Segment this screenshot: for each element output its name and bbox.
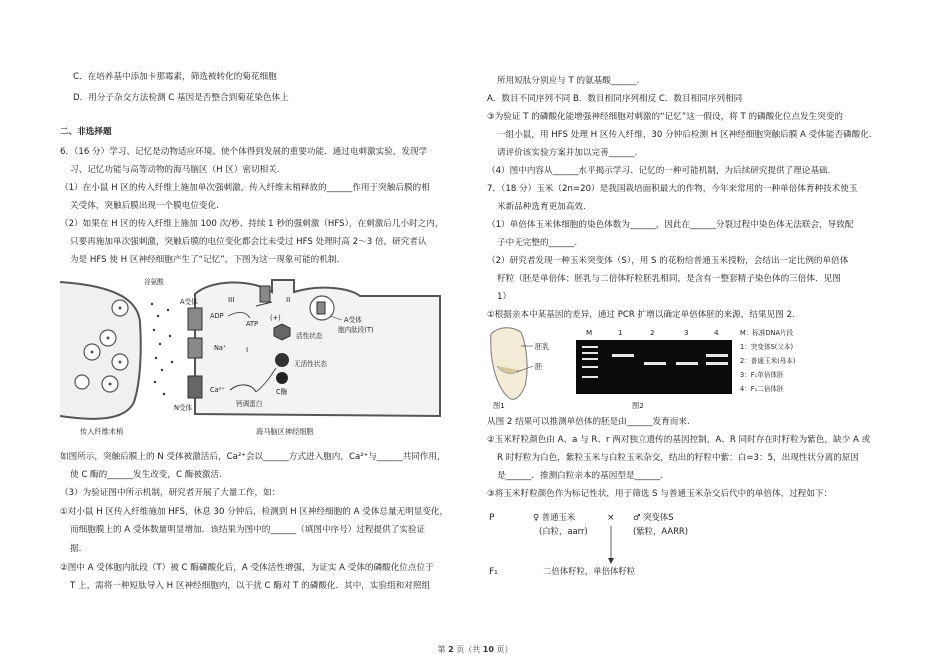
adp-label: ADP	[210, 312, 224, 320]
figure-2-caption: 图2	[632, 401, 644, 410]
legend-1: 1：突变体S(父本)	[740, 343, 794, 351]
q6-line: 而细胞膜上的 A 受体数量明显增加．该结果为图中的______（填图中序号）过程提供了实验证	[70, 525, 426, 535]
plus-label: (+)	[270, 314, 281, 322]
lane-m-label: M	[586, 328, 593, 337]
q7-line: ③将玉米籽粒颜色作为标记性状，用于筛选 S 与普通玉米杂交后代中的单倍体，过程如下：	[487, 489, 833, 499]
c-enzyme	[276, 372, 288, 384]
q6-line: ②图中 A 受体胞内肽段（T）被 C 酶磷酸化后，A 受体活性增强，为证实 A 受体的磷酸化位点位于	[60, 563, 434, 573]
embryo-label: 胚	[535, 362, 543, 371]
process-i: I	[246, 345, 249, 354]
q6-line: （2）如果在 H 区的传入纤维上施加 100 次/秒、持续 1 秒的强刺激（HFS），在刺激后几小时之内，	[60, 219, 444, 229]
legend-m: M：标准DNA片段	[740, 329, 794, 337]
a-receptor-intracellular-label: A受体	[344, 316, 362, 324]
lane-1-label: 1	[618, 328, 623, 337]
process-ii: II	[286, 295, 291, 304]
q6-line: ①对小鼠 H 区传入纤维施加 HFS，休息 30 分钟后，检测到 H 区神经细胞的 A 受体总量无明显变化，	[60, 507, 449, 517]
q6-line: 关受体，突触后膜出现一个膜电位变化.	[70, 201, 219, 211]
a-receptor-top	[260, 286, 270, 302]
c-enzyme-active	[274, 324, 290, 340]
c-enzyme-inactive	[275, 353, 289, 367]
q6-line: （1）在小鼠 H 区的传入纤维上施加单次强刺激，传入纤维末梢释放的______作用于突触后膜的相	[60, 183, 430, 193]
lane-2-label: 2	[650, 328, 655, 337]
figure-2-gel	[572, 326, 872, 412]
page-number: 2	[448, 645, 454, 654]
q7-line: 籽粒（胚是单倍体；胚乳与二倍体籽粒胚乳相同，是含有一整套精子染色体的三倍体．见图	[497, 274, 841, 284]
cross-times: ×	[607, 513, 615, 523]
q6-line: （3）为验证图中所示机制，研究者开展了大量工作，如：	[60, 488, 281, 498]
q7-line: 从图 2 结果可以推测单倍体的胚是由______发育而来.	[487, 417, 690, 427]
q6-line: 只要再施加单次强刺激，突触后膜的电位变化都会比未受过 HFS 处理时高 2～3 倍，研究者认	[70, 237, 427, 247]
cross-male: ♂ 突变体S	[633, 512, 674, 522]
cross-male-genotype: (紫粒，AARR)	[633, 526, 688, 536]
legend-4: 4：F₁二倍体胚	[740, 385, 784, 393]
n-receptor	[188, 376, 202, 398]
page-total: 10	[482, 645, 494, 654]
cross-p-label: P	[489, 513, 495, 523]
a-receptor	[188, 308, 202, 330]
q7-line: 米新品种选育更加高效.	[497, 202, 586, 212]
afferent-terminal-caption: 传入纤维末梢	[80, 427, 124, 436]
cross-f1-label: F₁	[489, 567, 498, 577]
q6-cont-line: 所用短肽分别应与 T 的氨基酸______.	[497, 76, 640, 86]
option-d: D．用分子杂交方法检测 C 基因是否整合到菊花染色体上	[73, 93, 289, 103]
q6-line: 6．（16 分）学习、记忆是动物适应环境、使个体得到发展的重要功能．通过电刺激实验，发现学	[60, 147, 428, 157]
cross-diagram	[485, 506, 815, 586]
q6-line: 使 C 酶的______发生改变，C 酶被激活.	[70, 470, 222, 480]
t-peptide-label: 胞内肽段(T)	[338, 326, 374, 334]
section-heading: 二、非选择题	[60, 127, 112, 137]
na-channel	[188, 338, 202, 358]
q7-line: ①根据亲本中某基因的差异，通过 PCR 扩增以确定单倍体胚的来源，结果见图 2.	[487, 310, 795, 320]
kernel-shape	[491, 328, 527, 400]
figure-1-kernel	[485, 326, 565, 410]
c-enzyme-label: C酶	[276, 388, 288, 396]
cross-offspring: 二倍体籽粒，单倍体籽粒	[543, 566, 636, 576]
cross-female-genotype: (白粒，aarr)	[539, 526, 588, 536]
q7-line: 子中无完整的______.	[497, 238, 578, 248]
q6-line: 为是 HFS 使 H 区神经细胞产生了“记忆”，下图为这一现象可能的机制.	[70, 255, 340, 265]
glutamate-label: 谷氨酸	[144, 278, 164, 286]
endosperm-label: 胚乳	[535, 342, 550, 351]
hippocampus-neuron-caption: 海马脑区神经细胞	[256, 427, 314, 436]
q7-line: （2）研究者发现一种玉米突变体（S），用 S 的花粉给普通玉米授粉，会结出一定比例的单倍体	[487, 256, 849, 266]
a-receptor-label: A受体	[180, 298, 198, 306]
lane-3-label: 3	[684, 328, 689, 337]
glutamate-molecules	[151, 303, 173, 395]
option-c: C．在培养基中添加卡那霉素，筛选被转化的菊花细胞	[73, 72, 277, 82]
q7-line: ②玉米籽粒颜色由 A、a 与 R、r 两对独立遗传的基因控制，A、R 同时存在时籽粒为紫色，缺少 A 或	[487, 435, 871, 445]
ca-label: Ca²⁺	[210, 386, 225, 394]
q6-line: 习、记忆功能与高等动物的海马脑区（H 区）密切相关.	[70, 165, 280, 175]
calmodulin-label: 钙调蛋白	[236, 400, 263, 408]
n-receptor-label: N受体	[174, 404, 193, 412]
active-state-label: 活性状态	[296, 332, 323, 340]
q6-options: A．数目不同序列不同 B．数目相同序列相反 C．数目相同序列相同	[487, 94, 743, 104]
q7-line: 7．（18 分）玉米（2n=20）是我国栽培面积最大的作物，今年来常用的一种单倍体育种技术使玉	[487, 184, 858, 194]
page-footer: 第 2 页（共 10 页）	[437, 645, 513, 654]
figure-1-caption: 图1	[493, 401, 505, 410]
legend-2: 2：普通玉米(母本)	[740, 357, 796, 365]
q6-line: 如图所示，突触后膜上的 N 受体被激活后，Ca²⁺会以______方式进入胞内，Ca²⁺与______共同作用，	[60, 452, 446, 462]
gel-background	[576, 340, 732, 394]
synapse-mechanism-figure	[60, 274, 470, 440]
q7-line: 1）	[497, 292, 512, 302]
inactive-state-label: 无活性状态	[294, 360, 327, 368]
q6-line: T 上，需将一种短肽导入 H 区神经细胞内，以干扰 C 酶对 T 的磷酸化．其中，实验组和对照组	[70, 581, 431, 591]
na-label: Na⁺	[214, 344, 227, 352]
q7-line: 是______．推测白粒亲本的基因型是______.	[497, 471, 664, 481]
q6-line: 据.	[70, 544, 82, 554]
cross-female: ♀ 普通玉米	[533, 512, 576, 522]
q7-line: R 时籽粒为白色，紫粒玉米与白粒玉米杂交，结出的籽粒中紫：白=3：5，出现性状分离的原因	[497, 453, 859, 463]
legend-3: 3：F₁单倍体胚	[740, 371, 784, 379]
q6-line: （4）图中内容从______水平揭示学习、记忆的一种可能机制，为后续研究提供了理论基础.	[487, 166, 831, 176]
q7-line: （1）单倍体玉米体细胞的染色体数为______，因此在______分裂过程中染色体无法联会，导致配	[487, 220, 854, 230]
process-iii: III	[228, 295, 235, 304]
q6-line: 一组小鼠，用 HFS 处理 H 区传入纤维，30 分钟后检测 H 区神经细胞突触后膜 A 受体能否磷酸化.	[497, 130, 872, 140]
atp-label: ATP	[246, 320, 259, 328]
q6-line: 请评价该实验方案并加以完善______.	[497, 148, 638, 158]
lane-4-label: 4	[714, 328, 719, 337]
q6-line: ③为验证 T 的磷酸化能增强神经细胞对刺激的“记忆”这一假设，将 T 的磷酸化位点发生突变的	[487, 112, 844, 122]
